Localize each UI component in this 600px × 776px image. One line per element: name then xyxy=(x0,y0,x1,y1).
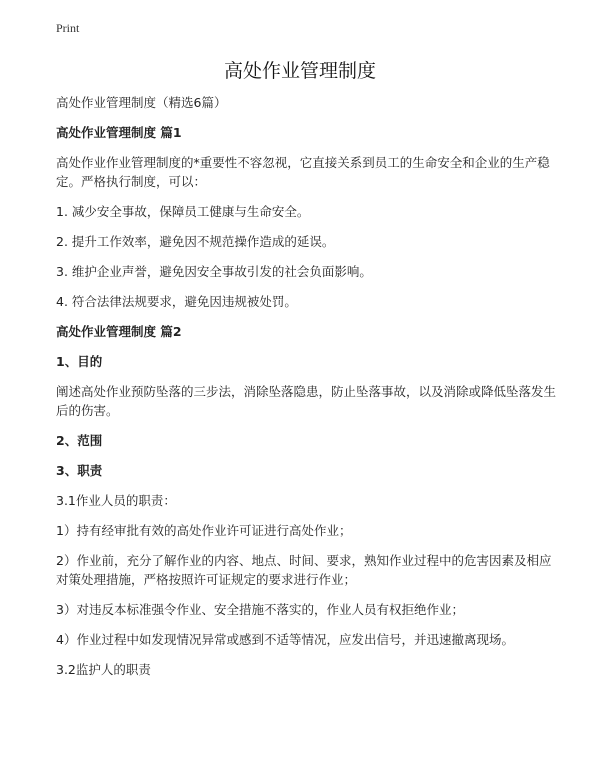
list-item: 3）对违反本标准强令作业、安全措施不落实的，作业人员有权拒绝作业； xyxy=(56,602,464,617)
list-item: 2）作业前，充分了解作业的内容、地点、时间、要求，熟知作业过程中的危害因素及相应对策处理措施，严格按照许可证规定的要求进行作业； xyxy=(56,553,552,587)
list-item: 1）持有经审批有效的高处作业许可证进行高处作业； xyxy=(56,523,352,538)
list-item: 3. 维护企业声誉，避免因安全事故引发的社会负面影响。 xyxy=(56,264,372,279)
scope-heading: 2、范围 xyxy=(56,433,103,448)
section-heading-1: 高处作业管理制度 篇1 xyxy=(56,125,182,140)
print-link[interactable]: Print xyxy=(56,21,80,35)
section1-intro: 高处作业作业管理制度的*重要性不容忽视，它直接关系到员工的生命安全和企业的生产稳定。严格执行制度，可以： xyxy=(56,155,550,189)
duty-subheading: 3.1作业人员的职责： xyxy=(56,493,176,508)
duty-subheading: 3.2监护人的职责 xyxy=(56,662,151,677)
list-item: 1. 减少安全事故，保障员工健康与生命安全。 xyxy=(56,204,310,219)
list-item: 4）作业过程中如发现情况异常或感到不适等情况，应发出信号，并迅速撤离现场。 xyxy=(56,632,514,647)
list-item: 2. 提升工作效率，避免因不规范操作造成的延误。 xyxy=(56,234,335,249)
purpose-heading: 1、目的 xyxy=(56,354,103,369)
duty-heading: 3、职责 xyxy=(56,463,103,478)
page-title: 高处作业管理制度 xyxy=(223,60,376,82)
list-item: 4. 符合法律法规要求，避免因违规被处罚。 xyxy=(56,294,297,309)
document-body xyxy=(56,93,556,690)
purpose-text: 阐述高处作业预防坠落的三步法，消除坠落隐患，防止坠落事故，以及消除或降低坠落发生后的伤害。 xyxy=(56,384,557,418)
document-subtitle: 高处作业管理制度（精选6篇） xyxy=(56,95,227,110)
section-heading-2: 高处作业管理制度 篇2 xyxy=(56,324,182,339)
